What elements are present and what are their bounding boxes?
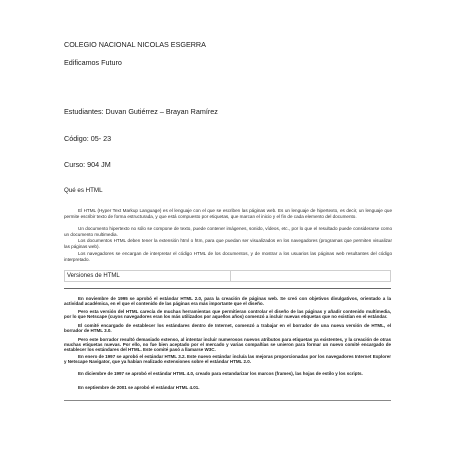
paragraph: El HTML (Hyper Text Markup Language) es el lenguaje con el que se escriben las páginas web. Es un lenguaje de hipertexto, es decir, un lenguaje que permite escribir texto de forma estructurada, y que está compuesto por etiquetas, que marcan el inicio y el fin de cada elemento del documento.	[64, 208, 392, 219]
divider	[64, 288, 391, 289]
version-paragraph: Pero este borrador resultó demasiado extenso, al intentar incluir numerosos nuevos atributos para etiquetas ya existentes, y la creación de otras muchas etiquetas nuevas. Por ello, no fue bien aceptado por el mercado y varias compañías se unieron para formar un nuevo comité encargado de establecer los estándares del HTML. Este comité pasó a llamarse W3C.	[64, 337, 391, 353]
versions-table	[64, 270, 391, 282]
version-paragraph: En septiembre de 2001 se aprobó el estándar HTML 4.01.	[78, 385, 200, 390]
divider	[64, 400, 391, 401]
section-heading: Qué es HTML	[64, 187, 103, 194]
paragraph: Los documentos HTML deben tener la extensión html o htm, para que puedan ser visualizados en los navegadores (programas que permiten visualizar las páginas web).	[64, 238, 392, 249]
versions-heading: Versiones de HTML	[65, 271, 231, 281]
school-name: COLEGIO NACIONAL NICOLAS ESGERRA	[64, 40, 206, 49]
version-paragraph: El comité encargado de establecer los estándares dentro de Internet, comenzó a trabajar en el borrador de una nueva versión de HTML, el borrador de HTML 3.0.	[64, 323, 391, 334]
code-line: Código: 05- 23	[64, 134, 112, 143]
version-paragraph: En noviembre de 1995 se aprobó el estándar HTML 2.0, para la creación de páginas web. Se creó con objetivos divulgativos, orientado a la actividad académica, en el que el contenido de las páginas era más importante que el diseño.	[64, 296, 391, 307]
paragraph: Un documento hipertexto no sólo se compone de texto, puede contener imágenes, sonido, vídeos, etc., por lo que el resultado puede considerarse como un documento multimedia.	[64, 226, 392, 237]
version-paragraph: En enero de 1997 se aprobó el estándar HTML 3.2. Este nuevo estándar incluía las mejoras proporcionadas por los navegadores Internet Explorer y Netscape Navigator, que ya habían realizado extensiones sobre el estándar HTML 2.0.	[64, 354, 391, 365]
paragraph: Los navegadores se encargan de interpretar el código HTML de los documentos, y de mostrar a los usuarios las páginas web resultantes del código interpretado.	[64, 251, 392, 262]
students-line: Estudiantes: Duvan Gutiérrez – Brayan Ramírez	[64, 107, 218, 116]
school-motto: Edificamos Futuro	[64, 58, 122, 67]
version-paragraph: En diciembre de 1997 se aprobó el estándar HTML 4.0, creado para estandarizar los marcos (frames), las hojas de estilo y los scripts.	[78, 371, 363, 376]
version-paragraph: Pero esta versión del HTML carecía de muchas herramientas que permitieran controlar el diseño de las páginas y añadir contenido multimedia, por lo que Netscape (cuyos navegadores eran los más utilizados por aquellos años) comenzó a incluir nuevas etiquetas que no existían en el estándar.	[64, 309, 391, 320]
versions-empty-cell	[231, 271, 390, 281]
course-line: Curso: 904 JM	[64, 160, 111, 169]
